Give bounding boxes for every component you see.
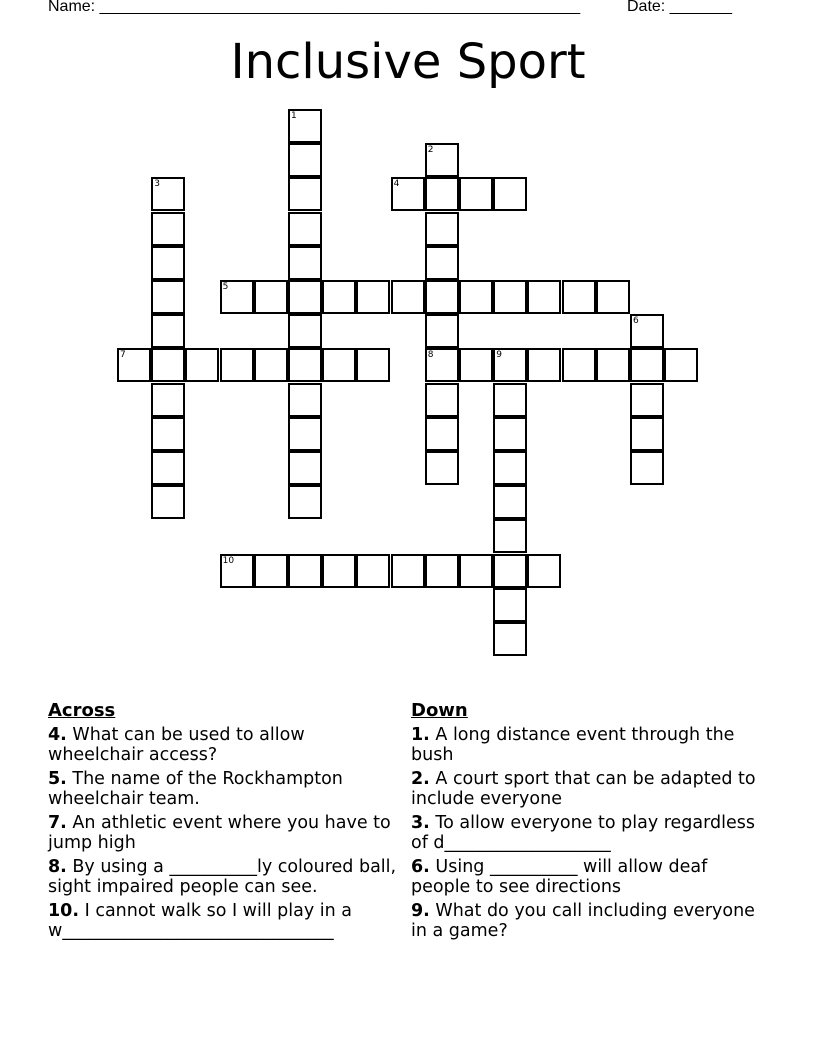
cell-number: 4 [393, 179, 400, 190]
name-field-label: Name: ______________________________________________________ [48, 0, 581, 15]
grid-cell[interactable] [459, 280, 493, 314]
across-heading: Across [48, 700, 116, 721]
grid-cell[interactable] [151, 246, 185, 280]
grid-cell[interactable] [493, 588, 527, 622]
grid-cell[interactable] [151, 280, 185, 314]
grid-cell[interactable] [151, 314, 185, 348]
grid-cell[interactable] [493, 519, 527, 553]
grid-cell[interactable] [493, 622, 527, 656]
grid-cell[interactable] [288, 143, 322, 177]
grid-cell[interactable] [425, 246, 459, 280]
cell-number: 2 [427, 145, 434, 156]
grid-cell[interactable] [459, 554, 493, 588]
grid-cell[interactable] [596, 280, 630, 314]
grid-cell[interactable] [630, 451, 664, 485]
grid-cell[interactable] [527, 280, 561, 314]
grid-cell[interactable] [151, 212, 185, 246]
grid-cell[interactable] [459, 348, 493, 382]
grid-cell[interactable] [425, 143, 459, 177]
clue-text: To allow everyone to play regardless of d___________________ [411, 813, 756, 853]
across-clue [48, 813, 398, 853]
grid-cell[interactable] [493, 451, 527, 485]
cell-number: 1 [291, 111, 297, 121]
grid-cell[interactable] [288, 554, 322, 588]
grid-cell[interactable] [630, 348, 664, 382]
grid-cell[interactable] [425, 212, 459, 246]
grid-cell[interactable] [391, 280, 425, 314]
clue-number: 2. [411, 769, 430, 789]
clue-number: 8. [48, 857, 67, 877]
down-clue [411, 725, 761, 765]
cell-number: 7 [120, 350, 126, 361]
grid-cell[interactable] [425, 314, 459, 348]
across-clue [48, 769, 398, 809]
date-field-label: Date: _______ [627, 0, 732, 15]
grid-cell[interactable] [425, 554, 459, 588]
across-clue [48, 725, 398, 765]
grid-cell[interactable] [562, 280, 596, 314]
puzzle-title: Inclusive Sport [230, 34, 586, 90]
cell-number: 6 [633, 316, 639, 327]
grid-cell[interactable] [151, 383, 185, 417]
grid-cell[interactable] [151, 348, 185, 382]
grid-cell[interactable] [493, 280, 527, 314]
across-clue [48, 901, 398, 941]
down-clue [411, 901, 761, 941]
clue-number: 6. [411, 857, 430, 877]
clue-text: A long distance event through the bush [411, 725, 735, 765]
grid-cell[interactable] [254, 348, 288, 382]
grid-cell[interactable] [630, 383, 664, 417]
down-clue [411, 769, 761, 809]
grid-cell[interactable] [425, 177, 459, 211]
grid-cell[interactable] [425, 348, 459, 382]
grid-cell[interactable] [391, 554, 425, 588]
clue-number: 1. [411, 725, 430, 745]
grid-cell[interactable] [493, 485, 527, 519]
down-clue [411, 857, 761, 897]
grid-cell[interactable] [288, 451, 322, 485]
across-clues [48, 701, 398, 945]
clue-text: What can be used to allow wheelchair access? [48, 725, 305, 765]
grid-cell[interactable] [596, 348, 630, 382]
grid-cell[interactable] [493, 554, 527, 588]
clue-text: By using a __________ly coloured ball, sight impaired people can see. [48, 857, 397, 897]
down-clue [411, 813, 761, 853]
grid-cell[interactable] [322, 554, 356, 588]
grid-cell[interactable] [288, 109, 322, 143]
grid-cell[interactable] [185, 348, 219, 382]
clue-number: 4. [48, 725, 67, 745]
grid-cell[interactable] [493, 177, 527, 211]
clue-text: A court sport that can be adapted to include everyone [411, 769, 756, 809]
grid-cell[interactable] [288, 212, 322, 246]
grid-cell[interactable] [527, 554, 561, 588]
grid-cell[interactable] [562, 348, 596, 382]
grid-cell[interactable] [664, 348, 698, 382]
clue-text: Using __________ will allow deaf people to see directions [411, 857, 708, 897]
clue-text: I cannot walk so I will play in a w_______________________________ [48, 901, 352, 941]
grid-cell[interactable] [356, 554, 390, 588]
cell-number: 5 [222, 282, 229, 292]
grid-cell[interactable] [151, 417, 185, 451]
grid-cell[interactable] [288, 177, 322, 211]
grid-cell[interactable] [356, 280, 390, 314]
grid-cell[interactable] [493, 383, 527, 417]
cell-number: 10 [222, 555, 235, 566]
cell-number: 3 [154, 179, 160, 190]
grid-cell[interactable] [117, 348, 151, 382]
grid-cell[interactable] [288, 485, 322, 519]
clue-number: 9. [411, 901, 430, 921]
grid-cell[interactable] [151, 451, 185, 485]
down-heading: Down [411, 700, 468, 721]
clue-text: The name of the Rockhampton wheelchair team. [48, 769, 343, 809]
grid-cell[interactable] [630, 314, 664, 348]
grid-cell[interactable] [391, 177, 425, 211]
down-clues [411, 701, 761, 945]
grid-cell[interactable] [322, 280, 356, 314]
grid-cell[interactable] [220, 348, 254, 382]
grid-cell[interactable] [220, 554, 254, 588]
grid-cell[interactable] [425, 280, 459, 314]
clue-number: 7. [48, 813, 67, 833]
grid-cell[interactable] [288, 314, 322, 348]
grid-cell[interactable] [288, 383, 322, 417]
grid-cell[interactable] [288, 246, 322, 280]
grid-cell[interactable] [288, 280, 322, 314]
grid-cell[interactable] [254, 280, 288, 314]
grid-cell[interactable] [254, 554, 288, 588]
grid-cell[interactable] [425, 417, 459, 451]
grid-cell[interactable] [527, 348, 561, 382]
grid-cell[interactable] [459, 177, 493, 211]
grid-cell[interactable] [493, 348, 527, 382]
grid-cell[interactable] [322, 348, 356, 382]
grid-cell[interactable] [151, 177, 185, 211]
cell-number: 9 [496, 350, 502, 361]
grid-cell[interactable] [630, 417, 664, 451]
clue-text: What do you call including everyone in a game? [411, 901, 755, 941]
grid-cell[interactable] [151, 485, 185, 519]
clue-number: 3. [411, 813, 430, 833]
across-clue [48, 857, 398, 897]
grid-cell[interactable] [356, 348, 390, 382]
grid-cell[interactable] [425, 451, 459, 485]
grid-cell[interactable] [493, 417, 527, 451]
grid-cell[interactable] [288, 417, 322, 451]
grid-cell[interactable] [220, 280, 254, 314]
clue-number: 10. [48, 901, 80, 921]
cell-number: 8 [427, 350, 434, 361]
grid-cell[interactable] [288, 348, 322, 382]
clue-number: 5. [48, 769, 67, 789]
clue-text: An athletic event where you have to jump high [48, 813, 391, 853]
grid-cell[interactable] [425, 383, 459, 417]
